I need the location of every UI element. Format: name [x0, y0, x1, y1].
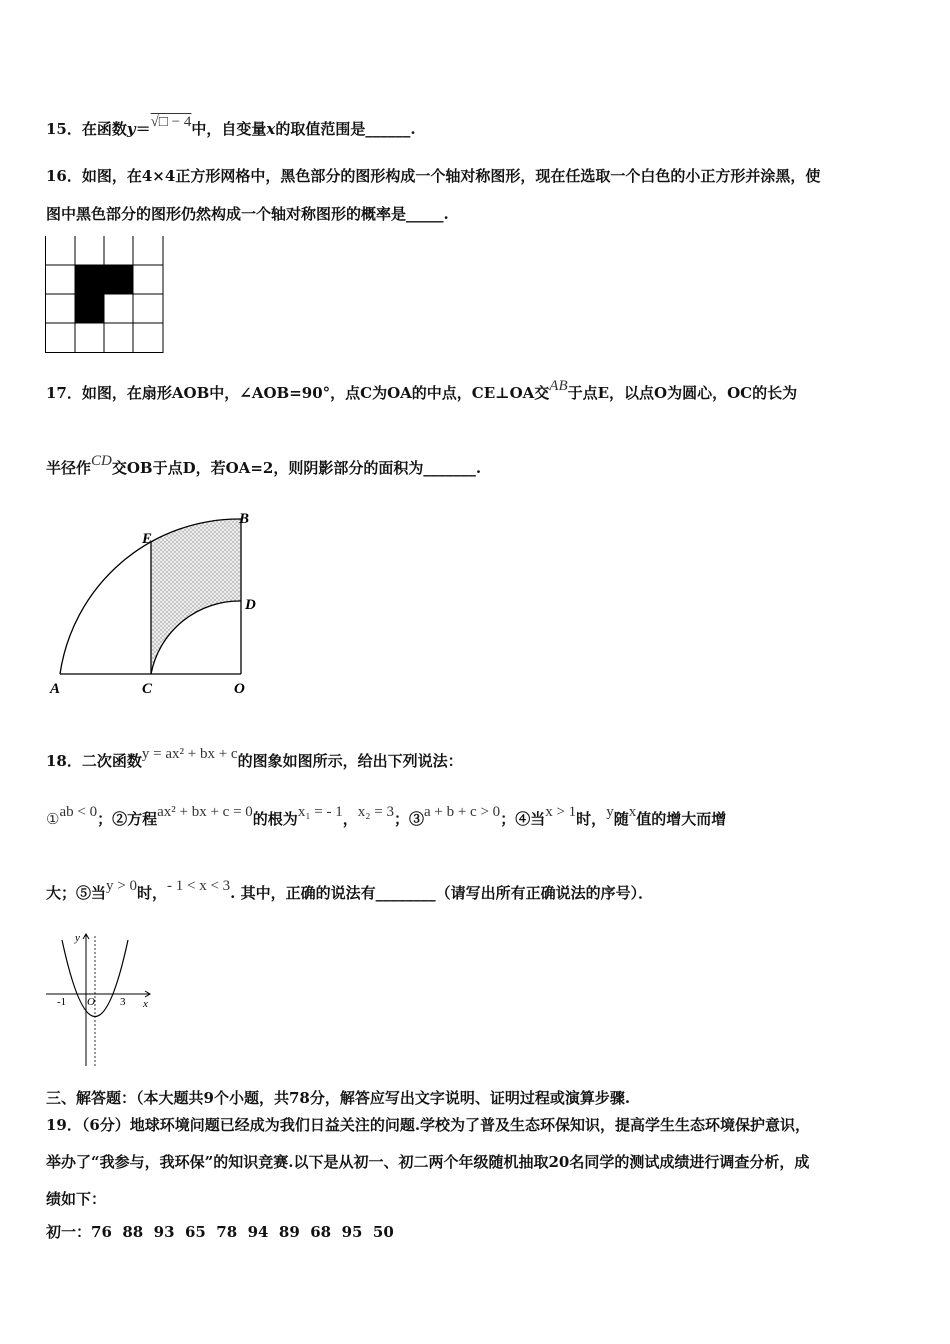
q17-label-a: A	[50, 681, 61, 697]
q16-line2	[46, 203, 449, 224]
q17-arc-ab: AB	[549, 378, 568, 394]
q18-s4-sui: 随	[613, 810, 629, 828]
q17-end: .	[475, 459, 482, 477]
q18-s3-expr: a + b + c > 0	[423, 804, 501, 820]
q16-grid-lines	[45, 236, 163, 353]
q18-s5-range: - 1 < x < 3	[167, 878, 231, 894]
q18-line3-text: . 其中，正确的说法有	[230, 884, 376, 902]
q17-shaded-region	[151, 519, 241, 674]
q18-label-3: 3	[120, 996, 126, 1008]
q17-line1-rest: 于点E，以点O为圆心，OC的长为	[567, 384, 798, 402]
q15-end: .	[410, 120, 416, 138]
q19-line2: 举办了“我参与，我环保”的知识竞赛.以下是从初一、初二两个年级随机抽取20名同学的测试成绩进行调查分析，成	[46, 1153, 810, 1171]
q18-label-x: x	[143, 998, 148, 1010]
q17-label-o: O	[234, 681, 245, 697]
q18-s5-cond: y > 0	[106, 878, 137, 894]
q18-function: y = ax² + bx + c	[141, 746, 238, 762]
q18-line3-end: （请写出所有正确说法的序号）．	[435, 884, 654, 902]
q18-blank: ________	[375, 884, 436, 902]
q18-line2	[46, 804, 727, 829]
q18-line1	[46, 746, 463, 771]
q18-line3	[46, 878, 654, 903]
q18-s3-label: ；③	[393, 810, 424, 828]
q17-label-e: E	[142, 531, 153, 547]
q19-line3: 绩如下：	[46, 1190, 107, 1208]
q18-s1-expr: ab < 0	[59, 804, 98, 820]
q17-line2-rest: 交OB于点D，若OA=2，则阴影部分的面积为	[111, 459, 424, 477]
q17-arc-cd: CD	[91, 453, 112, 469]
q19-grade1-row	[46, 1221, 394, 1242]
q18-label-y: y	[75, 932, 80, 944]
q18-s2-label: ；②方程	[97, 810, 158, 828]
q18-s4-label: ；④当	[500, 810, 546, 828]
q15-var-x: x	[266, 120, 276, 138]
q16-black-shape-bottom	[75, 294, 104, 323]
q17-line1-text: 17．如图，在扇形AOB中，∠AOB=90°，点C为OA的中点，CE⊥OA交	[46, 384, 550, 402]
q18-line3-start: 大；⑤当	[46, 884, 107, 902]
q18-line3-mid: 时，	[136, 884, 167, 902]
q15-post: 的取值范围是	[275, 120, 366, 138]
q16-line1: 16．如图，在4×4正方形网格中，黑色部分的图形构成一个轴对称图形，现在任选取一个白色的小正方形并涂黑，使	[46, 167, 821, 185]
q17-line2	[46, 453, 482, 478]
q16-blank: _____	[406, 205, 444, 223]
q18-root-x2: x₂ = 3	[357, 804, 394, 820]
q15-formula: √□ − 4	[150, 114, 192, 130]
q18-comma: ，	[342, 810, 358, 828]
q18-s2-expr: ax² + bx + c = 0	[157, 804, 253, 820]
q18-s2-mid: 的根为	[252, 810, 298, 828]
q17-label-d: D	[245, 597, 256, 613]
q18-s4-mid: 时，	[576, 810, 607, 828]
q17-line1	[46, 378, 798, 403]
q17-label-b: B	[239, 511, 250, 527]
q15-equals: ＝	[135, 120, 151, 138]
q15-var-y: y	[126, 120, 136, 138]
q15-line	[46, 114, 416, 139]
q18-number-text: 18．二次函数	[46, 752, 142, 770]
q18-label-neg1: -1	[57, 996, 67, 1008]
q15-number: 15．	[46, 120, 82, 138]
q18-line1-rest: 的图象如图所示，给出下列说法：	[237, 752, 463, 770]
q18-s4-cond: x > 1	[545, 804, 577, 820]
section3-title: 三、解答题：（本大题共9个小题，共78分，解答应写出文字说明、证明过程或演算步骤.	[46, 1089, 631, 1107]
q18-s4-y: y	[606, 804, 614, 820]
q16-line2-text: 图中黑色部分的图形仍然构成一个轴对称图形的概率是	[46, 205, 407, 223]
q19-grade1-label: 初一：	[46, 1223, 92, 1241]
q18-label-origin: O	[87, 996, 95, 1008]
q19-line1: 19．（6分）地球环境问题已经成为我们日益关注的问题.学校为了普及生态环保知识，提高学生生态环境保护意识，	[46, 1116, 811, 1134]
q18-parabola-graph	[42, 928, 162, 1073]
q18-s1-circle: ①	[46, 812, 60, 828]
q17-line2-text: 半径作	[46, 459, 92, 477]
q16-end: .	[443, 205, 449, 223]
q15-prefix: 在函数	[81, 120, 127, 138]
q18-s4-end: 值的增大而增	[636, 810, 727, 828]
q15-mid: 中，自变量	[191, 120, 267, 138]
q17-sector-figure	[40, 505, 270, 700]
q15-blank: ______	[365, 120, 411, 138]
q17-blank: _______	[423, 459, 476, 477]
q18-root-x1: x₁ = - 1	[297, 804, 343, 820]
q17-label-c: C	[142, 681, 153, 697]
q19-grade1-scores: 76 88 93 65 78 94 89 68 95 50	[91, 1223, 394, 1241]
q18-s4-x: x	[628, 804, 637, 820]
q16-grid-figure	[45, 236, 165, 354]
